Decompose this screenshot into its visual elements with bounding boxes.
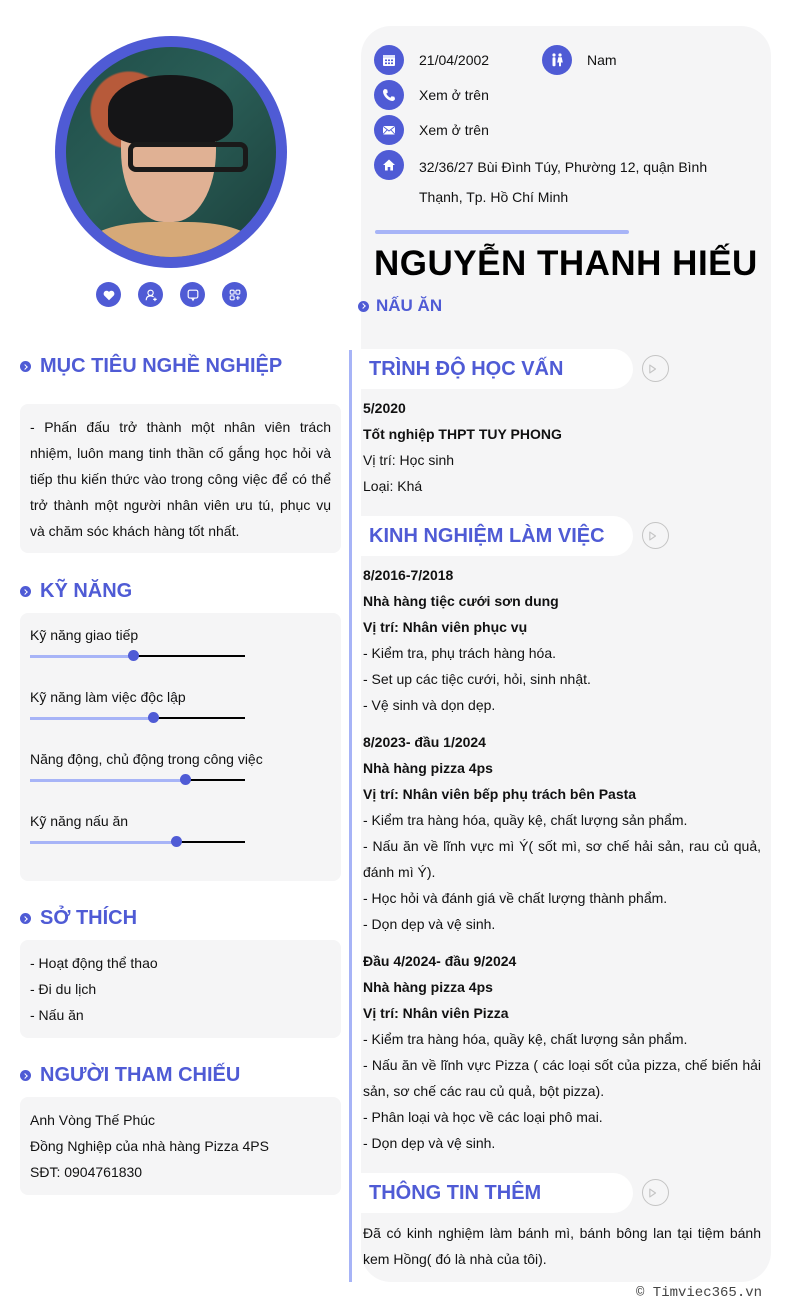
avatar-shirt bbox=[86, 222, 256, 257]
experience-line: - Vệ sinh và dọn dẹp. bbox=[363, 697, 496, 713]
copyright: © Timviec365.vn bbox=[636, 1285, 763, 1301]
objective-text: - Phấn đấu trở thành một nhân viên trách nhiệm, luôn mang tinh thần cố gắng học hỏi và tiếp thu kiến thức vào trong công việc để có thể trở thành một người nhân viên ưu tú, phục vụ và chăm sóc khách hàng tốt nhất. bbox=[30, 419, 331, 539]
skill-item bbox=[30, 751, 290, 781]
job-title bbox=[358, 296, 442, 316]
gender-value: Nam bbox=[587, 52, 617, 68]
skill-label: Năng động, chủ động trong công việc bbox=[30, 751, 263, 767]
skill-slider bbox=[30, 841, 245, 843]
skills-heading-text: KỸ NĂNG bbox=[40, 580, 133, 602]
skills-box bbox=[20, 613, 341, 881]
additional-text: Đã có kinh nghiệm làm bánh mì, bánh bông lan tại tiệm bánh kem Hồng( đó là nhà của tôi). bbox=[363, 1225, 761, 1267]
experience-company: Nhà hàng tiệc cưới sơn dung bbox=[363, 593, 559, 609]
experience-line: - Học hỏi và đánh giá về chất lượng thành phẩm. bbox=[363, 890, 668, 906]
gender-row bbox=[542, 45, 617, 75]
experience-heading-text: KINH NGHIỆM LÀM VIỆC bbox=[369, 524, 605, 547]
address-row bbox=[374, 150, 404, 180]
phone-row bbox=[374, 80, 489, 110]
education-heading bbox=[361, 349, 633, 389]
experience-date: 8/2016-7/2018 bbox=[363, 567, 454, 583]
timeline-divider bbox=[349, 350, 352, 1282]
skill-item bbox=[30, 813, 290, 843]
birthday-row bbox=[374, 45, 489, 75]
heart-icon[interactable] bbox=[96, 282, 121, 307]
skills-heading bbox=[20, 580, 132, 603]
home-icon bbox=[374, 150, 404, 180]
hobbies-list bbox=[20, 940, 341, 1038]
experience-position: Vị trí: Nhân viên bếp phụ trách bên Pasta bbox=[363, 786, 637, 802]
experience-line: - Phân loại và học về các loại phô mai. bbox=[363, 1109, 603, 1125]
hobbies-heading-text: SỞ THÍCH bbox=[40, 907, 138, 929]
calendar-icon bbox=[374, 45, 404, 75]
experience-line: - Kiểm tra hàng hóa, quầy kệ, chất lượng sản phẩm. bbox=[363, 812, 688, 828]
experience-position: Vị trí: Nhân viên Pizza bbox=[363, 1005, 509, 1021]
skill-fill bbox=[30, 717, 153, 720]
education-heading-text: TRÌNH ĐỘ HỌC VẤN bbox=[369, 357, 564, 380]
avatar-hair bbox=[108, 75, 233, 145]
gender-icon bbox=[542, 45, 572, 75]
avatar-glasses bbox=[128, 142, 248, 172]
experience-position: Vị trí: Nhân viên phục vụ bbox=[363, 619, 528, 635]
skill-slider bbox=[30, 779, 245, 781]
hobbies-box bbox=[20, 940, 341, 1038]
hobby-item: - Hoạt động thể thao bbox=[30, 955, 158, 971]
address-value: 32/36/27 Bùi Đình Túy, Phường 12, quận Bình Thạnh, Tp. Hồ Chí Minh bbox=[419, 159, 708, 205]
experience-line: - Kiểm tra, phụ trách hàng hóa. bbox=[363, 645, 556, 661]
play-circle-icon[interactable] bbox=[642, 355, 669, 382]
skill-fill bbox=[30, 779, 185, 782]
experience-line: - Set up các tiệc cưới, hỏi, sinh nhật. bbox=[363, 671, 591, 687]
phone-value: Xem ở trên bbox=[419, 87, 489, 103]
avatar-photo bbox=[66, 47, 276, 257]
hobby-item: - Đi du lịch bbox=[30, 981, 97, 997]
phone-icon bbox=[374, 80, 404, 110]
email-value: Xem ở trên bbox=[419, 122, 489, 138]
name-accent-bar bbox=[375, 230, 629, 234]
skill-knob bbox=[148, 712, 159, 723]
experience-line: - Dọn dẹp và vệ sinh. bbox=[363, 1135, 496, 1151]
social-icons bbox=[96, 282, 247, 307]
skill-knob bbox=[128, 650, 139, 661]
email-row bbox=[374, 115, 489, 145]
skill-item bbox=[30, 627, 290, 657]
chevron-right-icon bbox=[20, 361, 31, 372]
reference-relation: Đồng Nghiệp của nhà hàng Pizza 4PS bbox=[30, 1138, 269, 1154]
job-title-text: NẤU ĂN bbox=[376, 296, 443, 315]
chevron-right-icon bbox=[20, 586, 31, 597]
references-heading bbox=[20, 1064, 240, 1087]
chevron-right-icon bbox=[20, 913, 31, 924]
objective-heading bbox=[20, 355, 282, 378]
skill-label: Kỹ năng giao tiếp bbox=[30, 627, 139, 643]
reference-phone: SĐT: 0904761830 bbox=[30, 1164, 143, 1180]
play-circle-icon[interactable] bbox=[642, 522, 669, 549]
additional-heading bbox=[361, 1173, 633, 1213]
references-heading-text: NGƯỜI THAM CHIẾU bbox=[40, 1064, 241, 1086]
experience-entry bbox=[363, 729, 761, 937]
education-line: Loại: Khá bbox=[363, 478, 423, 494]
objective-box bbox=[20, 404, 341, 553]
skill-slider bbox=[30, 717, 245, 719]
skill-slider bbox=[30, 655, 245, 657]
birthday-value: 21/04/2002 bbox=[419, 52, 490, 68]
experience-line: - Dọn dẹp và vệ sinh. bbox=[363, 916, 496, 932]
experience-date: Đầu 4/2024- đầu 9/2024 bbox=[363, 953, 517, 969]
objective-heading-text: MỤC TIÊU NGHỀ NGHIỆP bbox=[40, 355, 283, 377]
apps-add-icon[interactable] bbox=[222, 282, 247, 307]
reference-name: Anh Vòng Thế Phúc bbox=[30, 1112, 156, 1128]
experience-date: 8/2023- đầu 1/2024 bbox=[363, 734, 486, 750]
education-line: Vị trí: Học sinh bbox=[363, 452, 455, 468]
mail-icon bbox=[374, 115, 404, 145]
hobbies-heading bbox=[20, 907, 137, 930]
skill-label: Kỹ năng nấu ăn bbox=[30, 813, 129, 829]
education-title: Tốt nghiệp THPT TUY PHONG bbox=[363, 426, 562, 442]
skill-label: Kỹ năng làm việc độc lập bbox=[30, 689, 186, 705]
experience-company: Nhà hàng pizza 4ps bbox=[363, 760, 493, 776]
experience-heading bbox=[361, 516, 633, 556]
chevron-right-icon bbox=[358, 301, 369, 312]
additional-heading-text: THÔNG TIN THÊM bbox=[369, 1181, 542, 1204]
experience-line: - Nấu ăn về lĩnh vực Pizza ( các loại sốt của pizza, chế biến hải sản, sơ chế các rau củ quả, bột pizza). bbox=[363, 1057, 761, 1099]
experience-line: - Nấu ăn về lĩnh vực mì Ý( sốt mì, sơ chế hải sản, rau củ quả, đánh mì Ý). bbox=[363, 838, 761, 880]
experience-company: Nhà hàng pizza 4ps bbox=[363, 979, 493, 995]
references-box bbox=[20, 1097, 341, 1195]
skill-item bbox=[30, 689, 290, 719]
education-date: 5/2020 bbox=[363, 400, 406, 416]
candidate-name: NGUYỄN THANH HIẾU bbox=[374, 244, 758, 283]
skill-knob bbox=[171, 836, 182, 847]
skill-fill bbox=[30, 655, 133, 658]
hobby-item: - Nấu ăn bbox=[30, 1007, 84, 1023]
experience-entry bbox=[363, 562, 761, 718]
play-circle-icon[interactable] bbox=[642, 1179, 669, 1206]
education-entry bbox=[363, 395, 761, 499]
chevron-right-icon bbox=[20, 1070, 31, 1081]
experience-line: - Kiểm tra hàng hóa, quầy kệ, chất lượng sản phẩm. bbox=[363, 1031, 688, 1047]
user-plus-icon[interactable] bbox=[138, 282, 163, 307]
chat-icon[interactable] bbox=[180, 282, 205, 307]
skill-knob bbox=[180, 774, 191, 785]
skill-fill bbox=[30, 841, 176, 844]
references-list bbox=[20, 1097, 341, 1195]
avatar bbox=[55, 36, 287, 268]
experience-entry bbox=[363, 948, 761, 1156]
